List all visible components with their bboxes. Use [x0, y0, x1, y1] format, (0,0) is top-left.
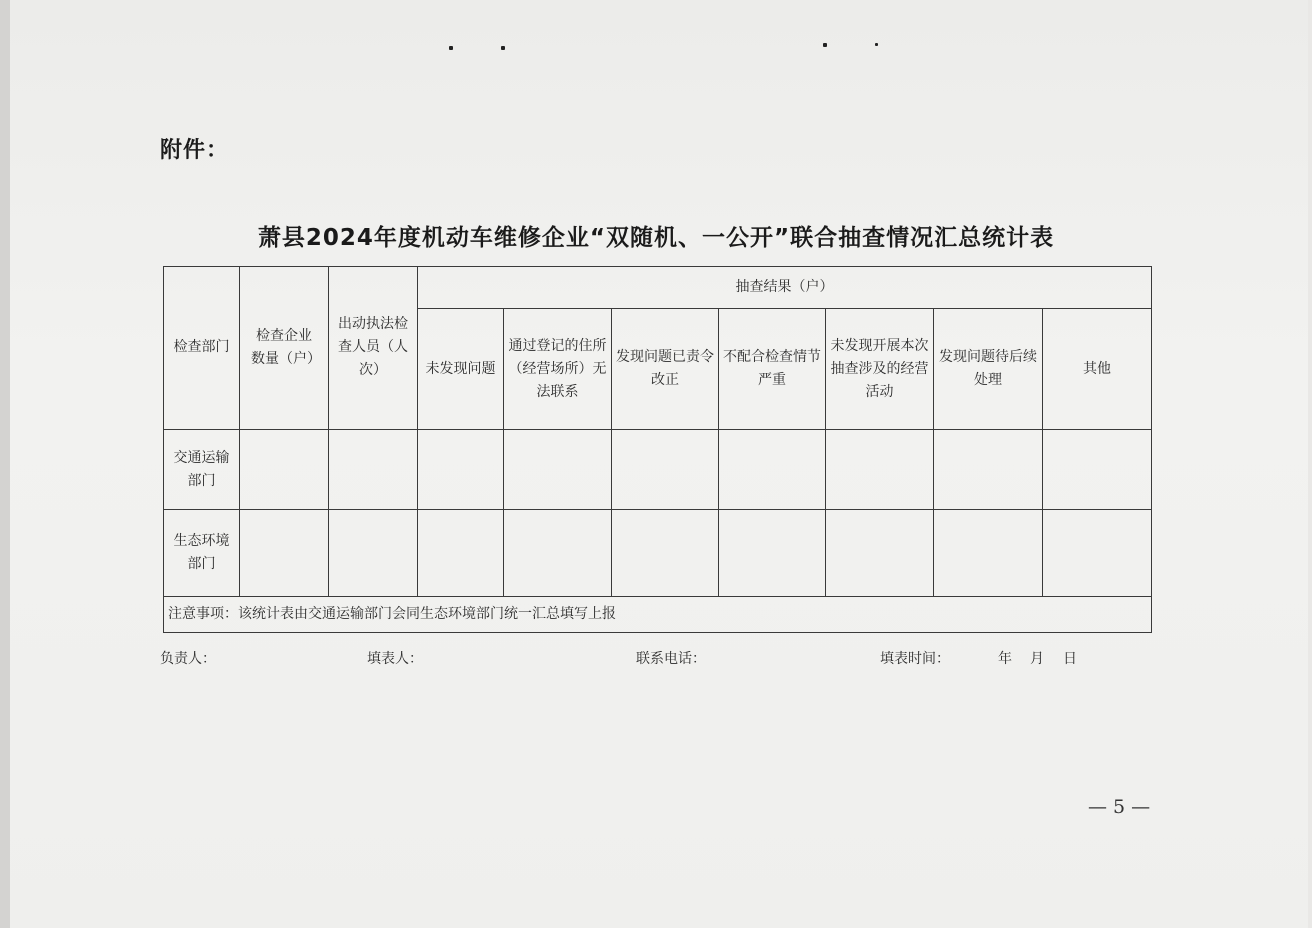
- table-cell[interactable]: [1043, 510, 1152, 596]
- responsible-label: 负责人：: [160, 651, 216, 667]
- year-label: 年: [998, 651, 1012, 667]
- fill-time-label: 填表时间：: [880, 651, 950, 667]
- header-result-group: 抽查结果（户）: [418, 267, 1152, 309]
- table-cell[interactable]: [934, 510, 1043, 596]
- header-result-col: 未发现开展本次抽查涉及的经营活动: [826, 309, 934, 430]
- row-department: 交通运输部门: [164, 429, 240, 509]
- scan-speck: [875, 43, 878, 46]
- table-cell[interactable]: [826, 429, 934, 509]
- table-cell[interactable]: [418, 510, 504, 596]
- table-cell[interactable]: [719, 429, 826, 509]
- document-title: 萧县2024年度机动车维修企业“双随机、一公开”联合抽查情况汇总统计表: [257, 225, 1055, 251]
- header-result-col: 其他: [1043, 309, 1152, 430]
- scan-speck: [449, 46, 453, 50]
- table-note: 注意事项：该统计表由交通运输部门会同生态环境部门统一汇总填写上报: [164, 596, 1152, 632]
- filler-label: 填表人：: [367, 651, 423, 667]
- summary-table: [163, 266, 1152, 633]
- table-cell[interactable]: [1043, 429, 1152, 509]
- table-cell[interactable]: [504, 510, 612, 596]
- table-cell[interactable]: [329, 510, 418, 596]
- table-cell[interactable]: [329, 429, 418, 509]
- header-result-col: 发现问题已责令改正: [612, 309, 719, 430]
- table-cell[interactable]: [934, 429, 1043, 509]
- page-number: — 5 —: [1088, 796, 1151, 818]
- header-result-col: 不配合检查情节严重: [719, 309, 826, 430]
- header-result-col: 未发现问题: [418, 309, 504, 430]
- paper-edge: [0, 0, 10, 928]
- attachment-label: 附件：: [160, 138, 230, 163]
- table-cell[interactable]: [418, 429, 504, 509]
- scan-speck: [501, 46, 505, 50]
- header-result-col: 发现问题待后续处理: [934, 309, 1043, 430]
- table-cell[interactable]: [504, 429, 612, 509]
- table-cell[interactable]: [612, 429, 719, 509]
- phone-label: 联系电话：: [636, 651, 706, 667]
- header-department: 检查部门: [164, 267, 240, 430]
- table-cell[interactable]: [612, 510, 719, 596]
- table-cell[interactable]: [240, 429, 329, 509]
- row-department: 生态环境部门: [164, 510, 240, 596]
- table-cell[interactable]: [826, 510, 934, 596]
- scan-speck: [823, 43, 827, 47]
- header-inspectors: 出动执法检查人员（人次）: [329, 267, 418, 430]
- table-cell[interactable]: [240, 510, 329, 596]
- month-label: 月: [1030, 651, 1044, 667]
- table-cell[interactable]: [719, 510, 826, 596]
- header-result-col: 通过登记的住所（经营场所）无法联系: [504, 309, 612, 430]
- day-label: 日: [1063, 651, 1077, 667]
- header-enterprise-count: 检查企业数量（户）: [240, 267, 329, 430]
- table-row: [164, 510, 1152, 596]
- table-row: [164, 429, 1152, 509]
